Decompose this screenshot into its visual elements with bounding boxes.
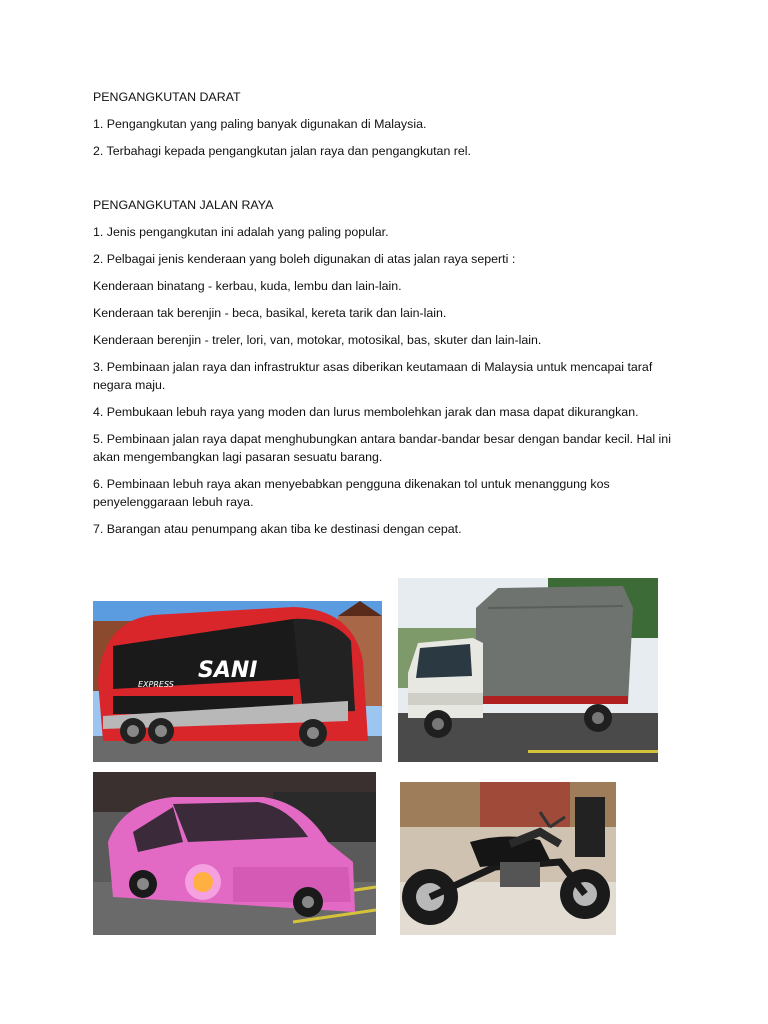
truck-photo: [398, 578, 658, 762]
motorcycle-photo: [400, 782, 616, 935]
section-heading-jalan-raya: PENGANGKUTAN JALAN RAYA: [93, 198, 274, 212]
list-item: Kenderaan berenjin - treler, lori, van, motokar, motosikal, bas, skuter dan lain-lain.: [93, 333, 542, 347]
document-text: [93, 88, 693, 547]
bus-logo-text: SANI: [198, 658, 258, 683]
list-item: 2. Pelbagai jenis kenderaan yang boleh digunakan di atas jalan raya seperti :: [93, 252, 516, 266]
car-photo: [93, 772, 376, 935]
bus-photo: [93, 601, 382, 762]
section-heading-darat: PENGANGKUTAN DARAT: [93, 90, 241, 104]
list-item: 1. Jenis pengangkutan ini adalah yang paling popular.: [93, 225, 389, 239]
list-item: 3. Pembinaan jalan raya dan infrastruktur asas diberikan keutamaan di Malaysia untuk mencapai taraf negara maju.: [93, 360, 653, 392]
list-item: 6. Pembinaan lebuh raya akan menyebabkan pengguna dikenakan tol untuk menanggung kos penyelenggaraan lebuh raya.: [93, 477, 610, 509]
list-item: Kenderaan binatang - kerbau, kuda, lembu dan lain-lain.: [93, 279, 402, 293]
list-item: 5. Pembinaan jalan raya dapat menghubungkan antara bandar-bandar besar dengan bandar kecil. Hal ini akan mengembangkan lagi pasaran sesuatu barang.: [93, 432, 671, 464]
list-item: 2. Terbahagi kepada pengangkutan jalan raya dan pengangkutan rel.: [93, 144, 471, 158]
list-item: 1. Pengangkutan yang paling banyak digunakan di Malaysia.: [93, 117, 427, 131]
list-item: Kenderaan tak berenjin - beca, basikal, kereta tarik dan lain-lain.: [93, 306, 447, 320]
list-item: 4. Pembukaan lebuh raya yang moden dan lurus membolehkan jarak dan masa dapat dikurangkan.: [93, 405, 639, 419]
list-item: 7. Barangan atau penumpang akan tiba ke destinasi dengan cepat.: [93, 522, 462, 536]
bus-logo-subtext: EXPRESS: [138, 680, 174, 689]
